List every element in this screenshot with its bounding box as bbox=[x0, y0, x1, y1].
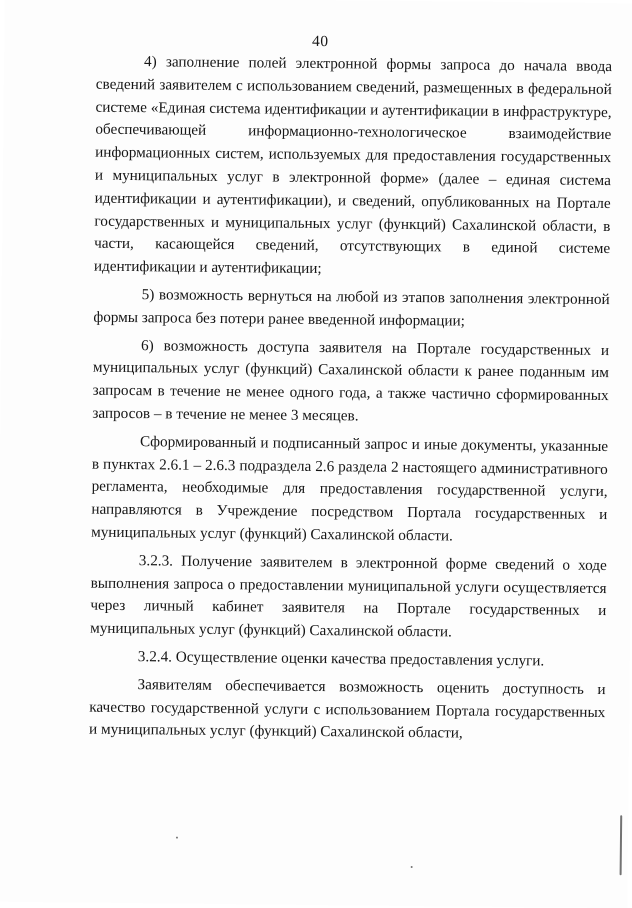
scan-edge-mark bbox=[620, 815, 623, 875]
scan-dust-speck bbox=[176, 837, 178, 839]
page-number: 40 bbox=[311, 32, 329, 51]
paragraph-item-5: 5) возможность вернуться на любой из этапов заполнения электронной формы запроса без потери ранее введенной информации; bbox=[93, 286, 610, 330]
document-body bbox=[89, 51, 612, 747]
paragraph-item-4: 4) заполнение полей электронной формы запроса до начала ввода сведений заявителем с использованием сведений, размещенных в федеральной системе «Единая система идентификации и аутентификации в инфраструктуре, обеспечивающей информационно-технологическое взаимодействие информационных систем, используемых для предоставления государственных и муниципальных услуг в электронной форме» (далее – единая система идентификации и аутентификации), и сведений, опубликованных на Портале государственных и муниципальных услуг (функций) Сахалинской области, в части, касающейся сведений, отсутствующих в единой системе идентификации и аутентификации; bbox=[93, 53, 613, 278]
paragraph-quality-assessment: Заявителям обеспечивается возможность оценить доступность и качество государственной услуги с использованием Портала государственных и муниципальных услуг (функций) Сахалинской области, bbox=[88, 675, 606, 742]
paragraph-submitted-request: Сформированный и подписанный запрос и иные документы, указанные в пунктах 2.6.1 – 2.6.3 подраздела 2.6 раздела 2 настоящего административного регламента, необходимые для предоставления государственной услуги, направляются в Учреждение посредством Портала государственных и муниципальных услуг (функций) Сахалинской области. bbox=[91, 432, 609, 545]
paragraph-3-2-3: 3.2.3. Получение заявителем в электронной форме сведений о ходе выполнения запроса о предоставлении муниципальной услуги осуществляется через личный кабинет заявителя на Портале государственных и муниципальных услуг (функций) Сахалинской области. bbox=[90, 551, 607, 641]
paragraph-3-2-4: 3.2.4. Осуществление оценки качества предоставления услуги. bbox=[137, 648, 545, 670]
paragraph-item-6: 6) возможность доступа заявителя на Портале государственных и муниципальных услуг (функций) Сахалинской области к ранее поданным им запросам в течение не менее одного года, а также частично сформированных запросов – в течение не менее 3 месяцев. bbox=[92, 336, 610, 425]
scan-dust-speck bbox=[411, 866, 413, 868]
